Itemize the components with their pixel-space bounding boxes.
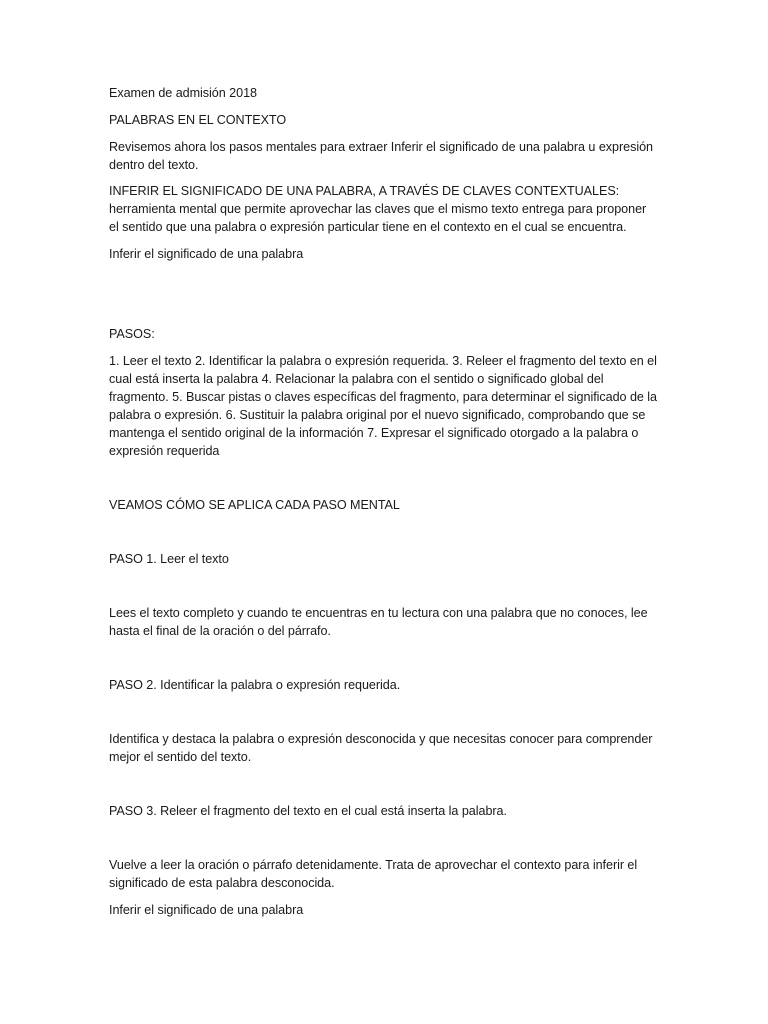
- definition-paragraph: INFERIR EL SIGNIFICADO DE UNA PALABRA, A TRAVÉS DE CLAVES CONTEXTUALES: herramienta mental que permite aprovechar las claves que el mismo texto entrega para proponer el sentido que una palabra o expresión particular tiene en el contexto en el cual se encuentra.: [109, 184, 647, 234]
- steps-heading: PASOS:: [109, 327, 155, 341]
- step2-title: PASO 2. Identificar la palabra o expresión requerida.: [109, 678, 401, 692]
- intro-paragraph: Revisemos ahora los pasos mentales para extraer Inferir el significado de una palabra u expresión dentro del texto.: [109, 140, 653, 172]
- document-body: [109, 84, 657, 919]
- step1-title: PASO 1. Leer el texto: [109, 552, 229, 566]
- section-heading: PALABRAS EN EL CONTEXTO: [109, 113, 287, 127]
- subtitle-infer-2: Inferir el significado de una palabra: [109, 903, 304, 917]
- step2-paragraph: Identifica y destaca la palabra o expresión desconocida y que necesitas conocer para comprender mejor el sentido del texto.: [109, 732, 653, 764]
- apply-heading: VEAMOS CÓMO SE APLICA CADA PASO MENTAL: [109, 498, 400, 512]
- step3-paragraph: Vuelve a leer la oración o párrafo detenidamente. Trata de aprovechar el contexto para inferir el significado de esta palabra desconocida.: [109, 858, 638, 890]
- document-title: Examen de admisión 2018: [109, 86, 257, 100]
- subtitle-infer-1: Inferir el significado de una palabra: [109, 247, 304, 261]
- step3-title: PASO 3. Releer el fragmento del texto en el cual está inserta la palabra.: [109, 804, 507, 818]
- step1-paragraph: Lees el texto completo y cuando te encuentras en tu lectura con una palabra que no conoces, lee hasta el final de la oración o del párrafo.: [109, 606, 648, 638]
- steps-paragraph: 1. Leer el texto 2. Identificar la palabra o expresión requerida. 3. Releer el fragmento del texto en el cual está inserta la palabra 4. Relacionar la palabra con el sentido o significado global del fragmento. 5. Buscar pistas o claves específicas del fragmento, para determinar el significado de la palabra o expresión. 6. Sustituir la palabra original por el nuevo significado, comprobando que se mantenga el sentido original de la información 7. Expresar el significado otorgado a la palabra o expresión requerida: [109, 354, 658, 458]
